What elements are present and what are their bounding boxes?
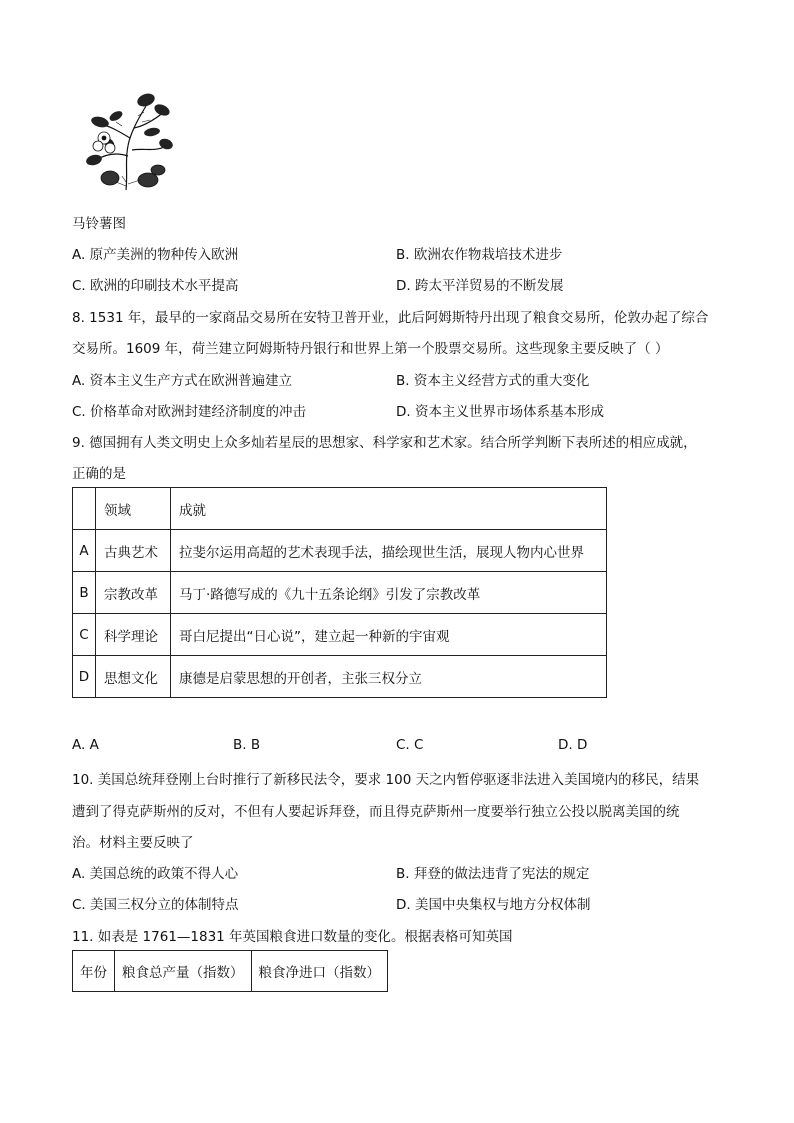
q10-option-a: A. 美国总统的政策不得人心 bbox=[72, 866, 239, 882]
table-row bbox=[73, 656, 607, 698]
q8-option-d: D. 资本主义世界市场体系基本形成 bbox=[396, 404, 604, 420]
q7-option-c: C. 欧洲的印刷技术水平提高 bbox=[72, 278, 239, 294]
q10-stem-line3: 治。材料主要反映了 bbox=[72, 835, 194, 851]
q10-stem-line1: 10. 美国总统拜登刚上台时推行了新移民法令，要求 100 天之内暂停驱逐非法进入美国境内的移民，结果 bbox=[72, 772, 700, 788]
q9-option-a: A. A bbox=[72, 737, 99, 753]
figure-caption: 马铃薯图 bbox=[72, 216, 126, 232]
table-row bbox=[73, 572, 607, 614]
q9-row-letter: C bbox=[73, 614, 96, 656]
q8-option-c: C. 价格革命对欧洲封建经济制度的冲击 bbox=[72, 404, 307, 420]
q9-row-letter: B bbox=[73, 572, 96, 614]
q9-row-field: 科学理论 bbox=[96, 614, 171, 656]
potato-plant-illustration bbox=[86, 86, 174, 192]
q9-option-c: C. C bbox=[396, 737, 424, 753]
q7-option-d: D. 跨太平洋贸易的不断发展 bbox=[396, 278, 564, 294]
q11-header-cell: 年份 bbox=[73, 951, 115, 992]
q9-header-cell bbox=[73, 488, 96, 530]
q9-table-header bbox=[73, 488, 607, 530]
q9-row-letter: A bbox=[73, 530, 96, 572]
q9-header-cell: 成就 bbox=[171, 488, 607, 530]
table-row bbox=[73, 614, 607, 656]
q11-stem: 11. 如表是 1761—1831 年英国粮食进口数量的变化。根据表格可知英国 bbox=[72, 929, 513, 945]
q9-row-field: 宗教改革 bbox=[96, 572, 171, 614]
q9-header-cell: 领域 bbox=[96, 488, 171, 530]
q9-row-achievement: 康德是启蒙思想的开创者，主张三权分立 bbox=[171, 656, 607, 698]
q9-row-achievement: 马丁·路德写成的《九十五条论纲》引发了宗教改革 bbox=[171, 572, 607, 614]
q9-stem-line2: 正确的是 bbox=[72, 466, 126, 482]
q8-stem-line2: 交易所。1609 年，荷兰建立阿姆斯特丹银行和世界上第一个股票交易所。这些现象主要反映了（ ） bbox=[72, 341, 669, 357]
q9-option-b: B. B bbox=[233, 737, 261, 753]
q10-option-c: C. 美国三权分立的体制特点 bbox=[72, 897, 239, 913]
q9-table bbox=[72, 487, 607, 698]
q9-row-achievement: 哥白尼提出“日心说”，建立起一种新的宇宙观 bbox=[171, 614, 607, 656]
q9-stem-line1: 9. 德国拥有人类文明史上众多灿若星辰的思想家、科学家和艺术家。结合所学判断下表所述的相应成就， bbox=[72, 435, 697, 451]
q10-stem-line2: 遭到了得克萨斯州的反对，不但有人要起诉拜登，而且得克萨斯州一度要举行独立公投以脱离美国的统 bbox=[72, 804, 680, 820]
q10-option-d: D. 美国中央集权与地方分权体制 bbox=[396, 897, 591, 913]
q7-option-b: B. 欧洲农作物栽培技术进步 bbox=[396, 247, 563, 263]
q11-table-header bbox=[73, 951, 388, 992]
q11-header-cell: 粮食总产量（指数） bbox=[115, 951, 252, 992]
q10-option-b: B. 拜登的做法违背了宪法的规定 bbox=[396, 866, 590, 882]
q9-row-letter: D bbox=[73, 656, 96, 698]
q9-row-field: 思想文化 bbox=[96, 656, 171, 698]
table-row bbox=[73, 530, 607, 572]
q7-option-a: A. 原产美洲的物种传入欧洲 bbox=[72, 247, 239, 263]
q8-option-b: B. 资本主义经营方式的重大变化 bbox=[396, 373, 590, 389]
q9-option-d: D. D bbox=[558, 737, 588, 753]
q8-option-a: A. 资本主义生产方式在欧洲普遍建立 bbox=[72, 373, 293, 389]
q11-table bbox=[72, 950, 388, 992]
q9-row-field: 古典艺术 bbox=[96, 530, 171, 572]
q9-row-achievement: 拉斐尔运用高超的艺术表现手法，描绘现世生活，展现人物内心世界 bbox=[171, 530, 607, 572]
q8-stem-line1: 8. 1531 年，最早的一家商品交易所在安特卫普开业，此后阿姆斯特丹出现了粮食交易所，伦敦办起了综合 bbox=[72, 310, 709, 326]
q11-header-cell: 粮食净进口（指数） bbox=[251, 951, 388, 992]
